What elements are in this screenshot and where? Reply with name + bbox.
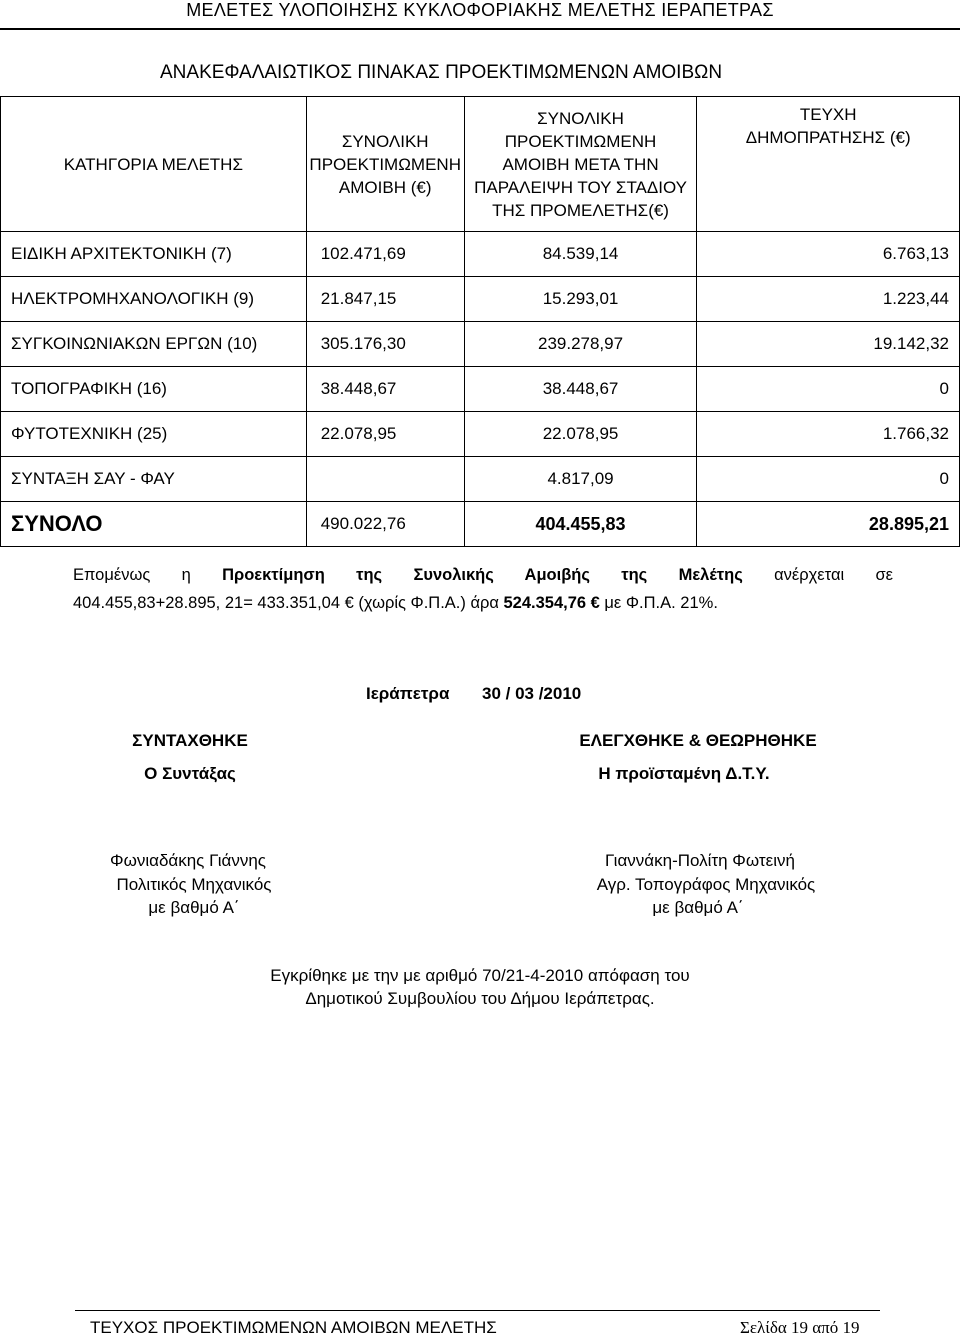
cell-category: ΤΟΠΟΓΡΑΦΙΚΗ (16) [1, 367, 307, 412]
table-row [1, 457, 960, 502]
fees-table [0, 96, 960, 547]
place-label: Ιεράπετρα [366, 684, 450, 703]
cell-tender: 0 [697, 457, 960, 502]
cell-fee-after: 22.078,95 [464, 412, 697, 457]
header-divider [0, 28, 960, 30]
signature-right-status: ΕΛΕΓΧΘΗΚΕ & ΘΕΩΡΗΘΗΚΕ [579, 731, 817, 750]
footer-divider [75, 1310, 880, 1311]
date-label: 30 / 03 /2010 [482, 684, 582, 703]
estimate-paragraph-line-2 [73, 594, 893, 613]
signature-left-title: Πολιτικός Μηχανικός [116, 875, 272, 894]
paragraph-text: 404.455,83+28.895, 21= 433.351,04 € (χωρίς Φ.Π.Α.) άρα [73, 594, 504, 612]
col-header-fee-after: ΣΥΝΟΛΙΚΗ ΠΡΟΕΚΤΙΜΩΜΕΝΗ ΑΜΟΙΒΗ ΜΕΤΑ ΤΗΝ ΠΑΡΑΛΕΙΨΗ ΤΟΥ ΣΤΑΔΙΟΥ ΤΗΣ ΠΡΟΜΕΛΕΤΗΣ(€) [464, 97, 697, 232]
cell-total-fee: 305.176,30 [306, 322, 464, 367]
table-row [1, 412, 960, 457]
cell-total-fee: 38.448,67 [306, 367, 464, 412]
cell-fee-after: 84.539,14 [464, 232, 697, 277]
paragraph-text: ανέρχεται σε [742, 566, 893, 584]
signature-right-role: Η προϊσταμένη Δ.Τ.Υ. [598, 764, 770, 783]
cell-category: ΣΥΓΚΟΙΝΩΝΙΑΚΩΝ ΕΡΓΩΝ (10) [1, 322, 307, 367]
cell-fee-after: 404.455,83 [464, 502, 697, 547]
table-total-row [1, 502, 960, 547]
table-row [1, 232, 960, 277]
cell-tender: 19.142,32 [697, 322, 960, 367]
cell-total-fee: 490.022,76 [306, 502, 464, 547]
cell-tender: 28.895,21 [697, 502, 960, 547]
cell-category: ΕΙΔΙΚΗ ΑΡΧΙΤΕΚΤΟΝΙΚΗ (7) [1, 232, 307, 277]
signature-right-grade: με βαθμό Α΄ [652, 898, 744, 917]
paragraph-bold-text: Προεκτίμηση της Συνολικής Αμοιβής της Μελέτης [222, 566, 743, 584]
footer-page-number: Σελίδα 19 από 19 [740, 1318, 860, 1337]
footer-doc-title: ΤΕΥΧΟΣ ΠΡΟΕΚΤΙΜΩΜΕΝΩΝ ΑΜΟΙΒΩΝ ΜΕΛΕΤΗΣ [90, 1318, 497, 1337]
cell-category: ΣΥΝΤΑΞΗ ΣΑΥ - ΦΑΥ [1, 457, 307, 502]
signature-right-title: Αγρ. Τοπογράφος Μηχανικός [596, 875, 816, 894]
approval-line-1: Εγκρίθηκε με την με αριθμό 70/21-4-2010 απόφαση του [270, 966, 690, 985]
cell-category: ΗΛΕΚΤΡΟΜΗΧΑΝΟΛΟΓΙΚΗ (9) [1, 277, 307, 322]
cell-category: ΦΥΤΟΤΕΧΝΙΚΗ (25) [1, 412, 307, 457]
table-row [1, 277, 960, 322]
table-header-row [1, 97, 960, 232]
cell-total-label: ΣΥΝΟΛΟ [1, 502, 307, 547]
cell-total-fee: 102.471,69 [306, 232, 464, 277]
cell-total-fee [306, 457, 464, 502]
cell-total-fee: 22.078,95 [306, 412, 464, 457]
signature-left-role: Ο Συντάξας [144, 764, 236, 783]
cell-tender: 1.223,44 [697, 277, 960, 322]
cell-total-fee: 21.847,15 [306, 277, 464, 322]
paragraph-text: με Φ.Π.Α. 21%. [599, 594, 718, 612]
signature-left-status: ΣΥΝΤΑΧΘΗΚΕ [132, 731, 248, 750]
approval-line-2: Δημοτικού Συμβουλίου του Δήμου Ιεράπετρας. [305, 989, 655, 1008]
signature-left-name: Φωνιαδάκης Γιάννης [110, 851, 266, 870]
paragraph-bold-amount: 524.354,76 € [503, 594, 600, 612]
page-header: ΜΕΛΕΤΕΣ ΥΛΟΠΟΙΗΣΗΣ ΚΥΚΛΟΦΟΡΙΑΚΗΣ ΜΕΛΕΤΗΣ ΙΕΡΑΠΕΤΡΑΣ [186, 0, 774, 20]
estimate-paragraph-line-1 [73, 566, 893, 585]
col-header-tender: ΤΕΥΧΗ ΔΗΜΟΠΡΑΤΗΣΗΣ (€) [697, 97, 960, 232]
cell-fee-after: 15.293,01 [464, 277, 697, 322]
signature-left-grade: με βαθμό Α΄ [148, 898, 240, 917]
paragraph-text: Επομένως η [73, 566, 223, 584]
col-header-category: ΚΑΤΗΓΟΡΙΑ ΜΕΛΕΤΗΣ [1, 97, 307, 232]
signature-right-name: Γιαννάκη-Πολίτη Φωτεινή [605, 851, 795, 870]
col-header-total-fee: ΣΥΝΟΛΙΚΗ ΠΡΟΕΚΤΙΜΩΜΕΝΗ ΑΜΟΙΒΗ (€) [306, 97, 464, 232]
cell-tender: 1.766,32 [697, 412, 960, 457]
section-title: ΑΝΑΚΕΦΑΛΑΙΩΤΙΚΟΣ ΠΙΝΑΚΑΣ ΠΡΟΕΚΤΙΜΩΜΕΝΩΝ ΑΜΟΙΒΩΝ [160, 62, 723, 83]
cell-fee-after: 239.278,97 [464, 322, 697, 367]
cell-tender: 6.763,13 [697, 232, 960, 277]
cell-fee-after: 4.817,09 [464, 457, 697, 502]
table-row [1, 322, 960, 367]
table-row [1, 367, 960, 412]
cell-tender: 0 [697, 367, 960, 412]
cell-fee-after: 38.448,67 [464, 367, 697, 412]
